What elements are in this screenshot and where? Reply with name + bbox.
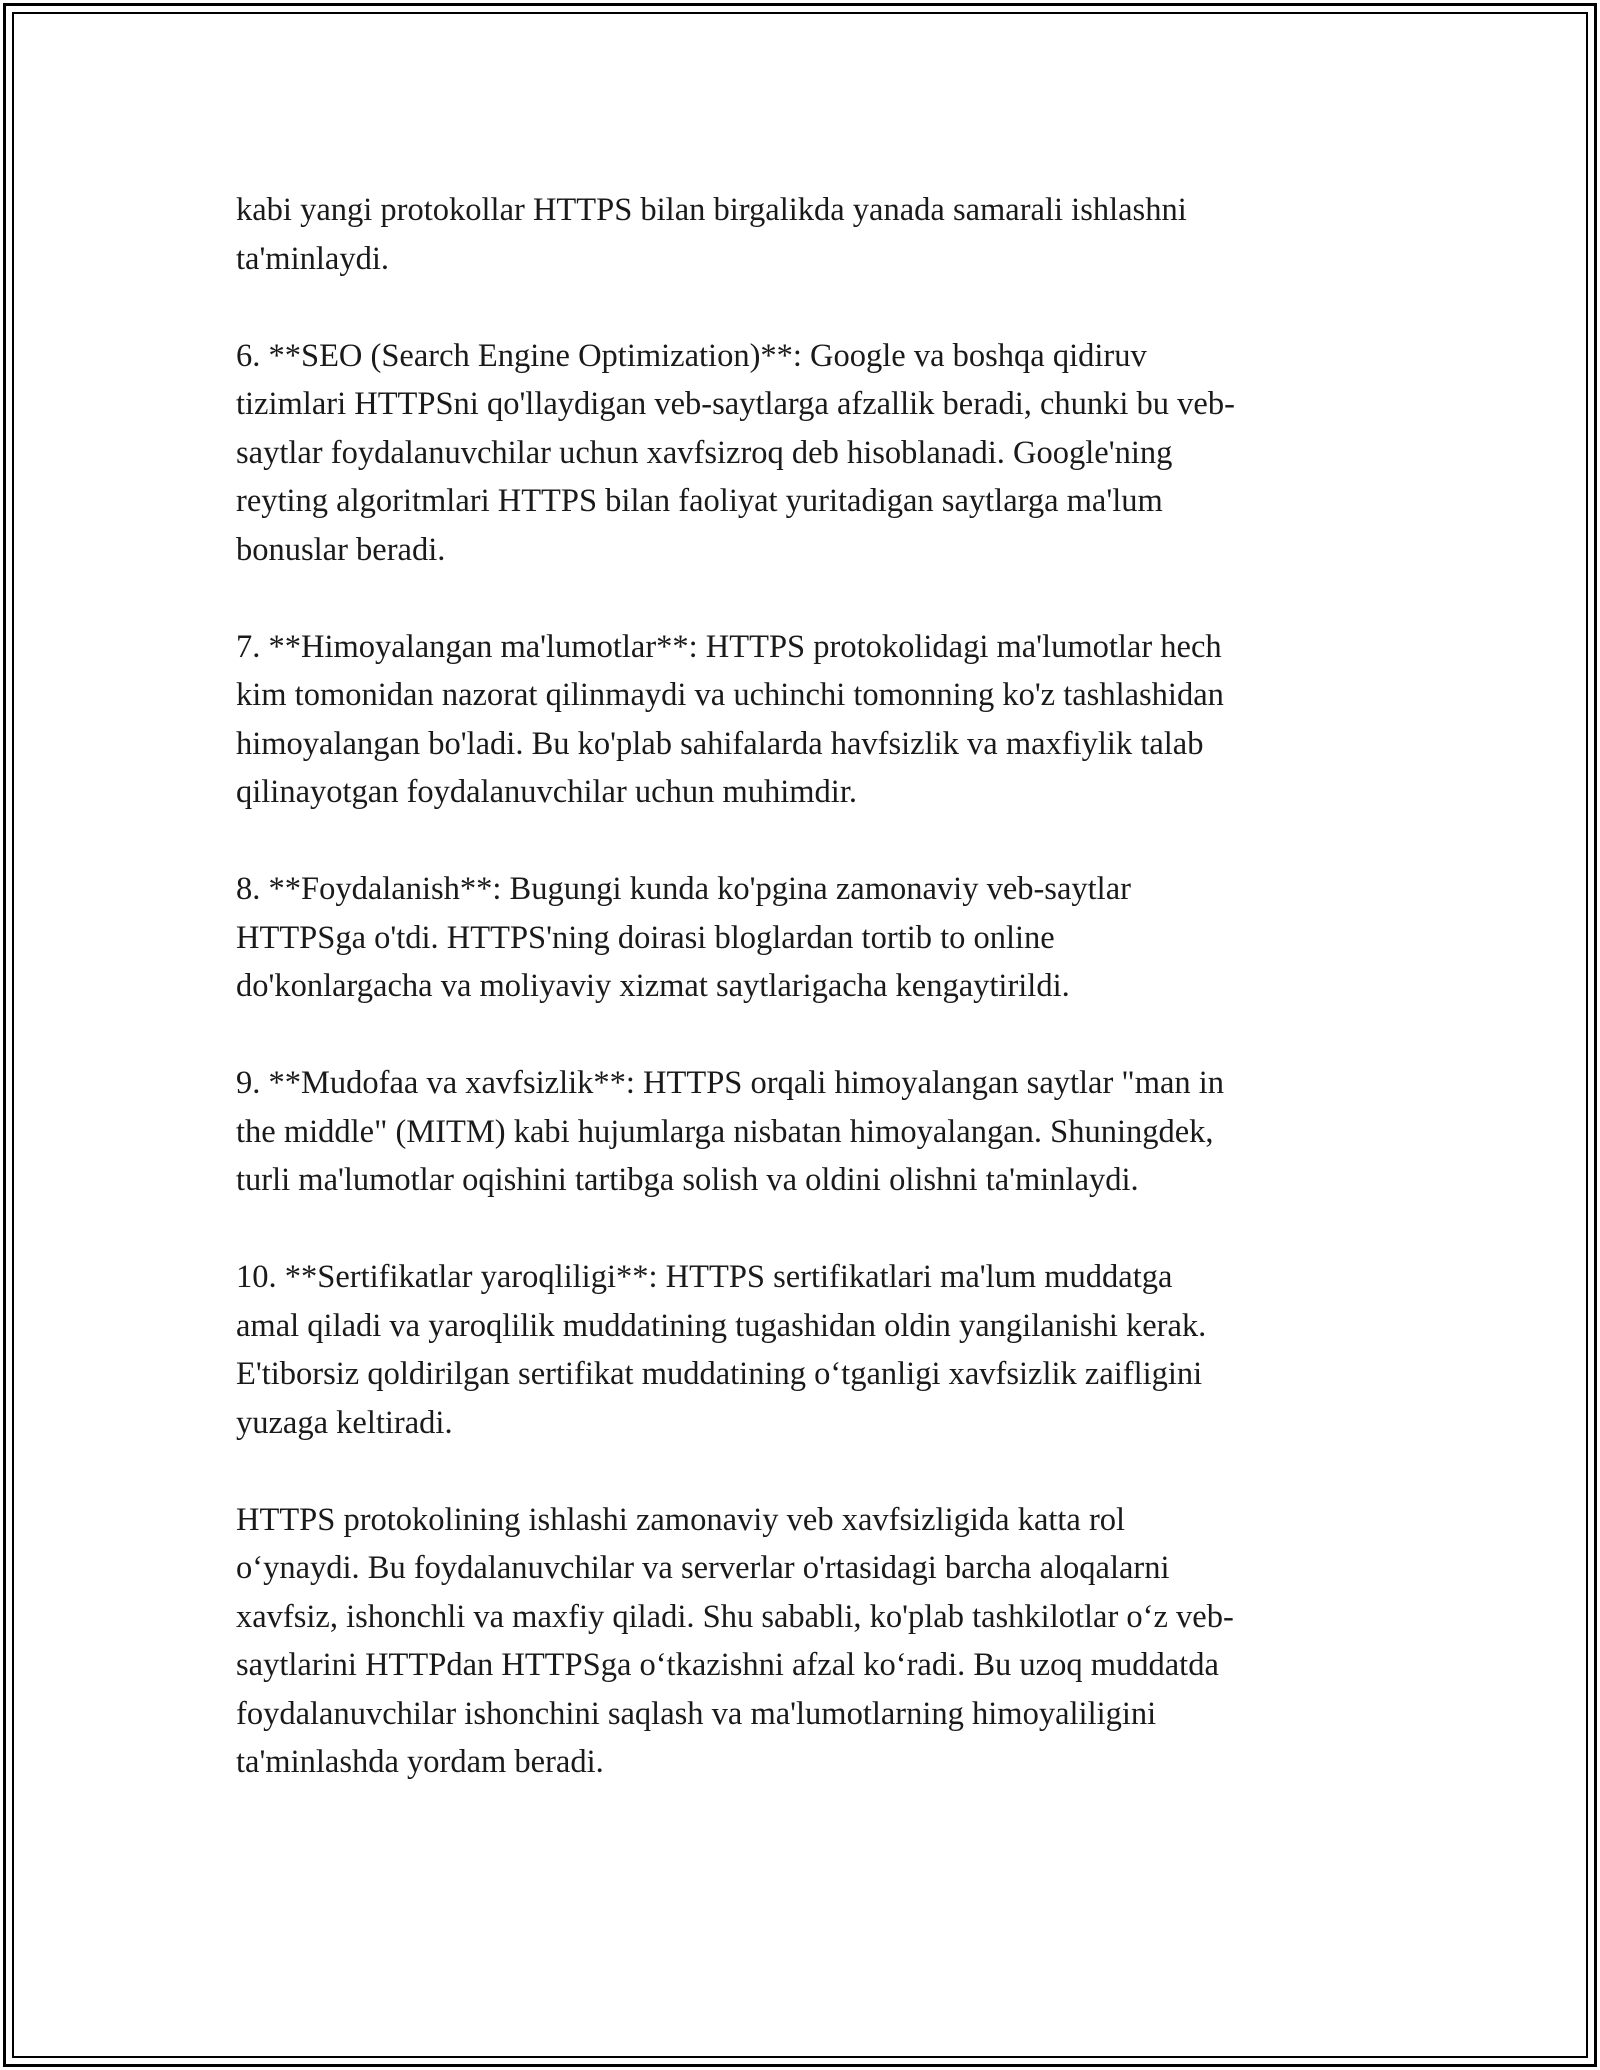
paragraph-item-7-protected-data: 7. **Himoyalangan ma'lumotlar**: HTTPS protokolidagi ma'lumotlar hech kim tomonidan nazorat qilinmaydi va uchinchi tomonning ko'z tashlashidan himoyalangan bo'ladi. Bu ko'plab sahifalarda havfsizlik va maxfiylik talab qilinayotgan foydalanuvchilar uchun muhimdir.	[236, 628, 1224, 810]
paragraph-item-10-certificate-validity: 10. **Sertifikatlar yaroqliligi**: HTTPS sertifikatlari ma'lum muddatga amal qiladi va yaroqlilik muddatining tugashidan oldin yangilanishi kerak. E'tiborsiz qoldirilgan sertifikat muddatining o‘tganligi xavfsizlik zaifligini yuzaga keltiradi.	[236, 1259, 1207, 1441]
paragraph-conclusion: HTTPS protokolining ishlashi zamonaviy veb xavfsizligida katta rol o‘ynaydi. Bu foydalanuvchilar va serverlar o'rtasidagi barcha aloqalarni xavfsiz, ishonchli va maxfiy qiladi. Shu sababli, ko'plab tashkilotlar o‘z veb- saytlarini HTTPdan HTTPSga o‘tkazishni afzal ko‘radi. Bu uzoq muddatda foydalanuvchilar ishonchini saqlash va ma'lumotlarning himoyaliligini ta'minlashda yordam beradi.	[236, 1501, 1234, 1780]
paragraph-continuation: kabi yangi protokollar HTTPS bilan birgalikda yanada samarali ishlashni ta'minlaydi.	[236, 192, 1187, 277]
paragraph-item-6-seo: 6. **SEO (Search Engine Optimization)**: Google va boshqa qidiruv tizimlari HTTPSni qo'llaydigan veb-saytlarga afzallik beradi, chunki bu veb- saytlar foydalanuvchilar uchun xavfsizroq deb hisoblanadi. Google'ning reyting algoritmlari HTTPS bilan faoliyat yuritadigan saytlarga ma'lum bonuslar beradi.	[236, 337, 1235, 568]
paragraph-item-8-usage: 8. **Foydalanish**: Bugungi kunda ko'pgina zamonaviy veb-saytlar HTTPSga o'tdi. HTTPS'ning doirasi bloglardan tortib to online do'konlargacha va moliyaviy xizmat saytlarigacha kengaytirildi.	[236, 871, 1131, 1004]
paragraph-item-9-defense-security: 9. **Mudofaa va xavfsizlik**: HTTPS orqali himoyalangan saytlar "man in the middle" (MITM) kabi hujumlarga nisbatan himoyalangan. Shuningdek, turli ma'lumotlar oqishini tartibga solish va oldini olishni ta'minlaydi.	[236, 1065, 1225, 1198]
document-body	[236, 186, 1376, 1835]
